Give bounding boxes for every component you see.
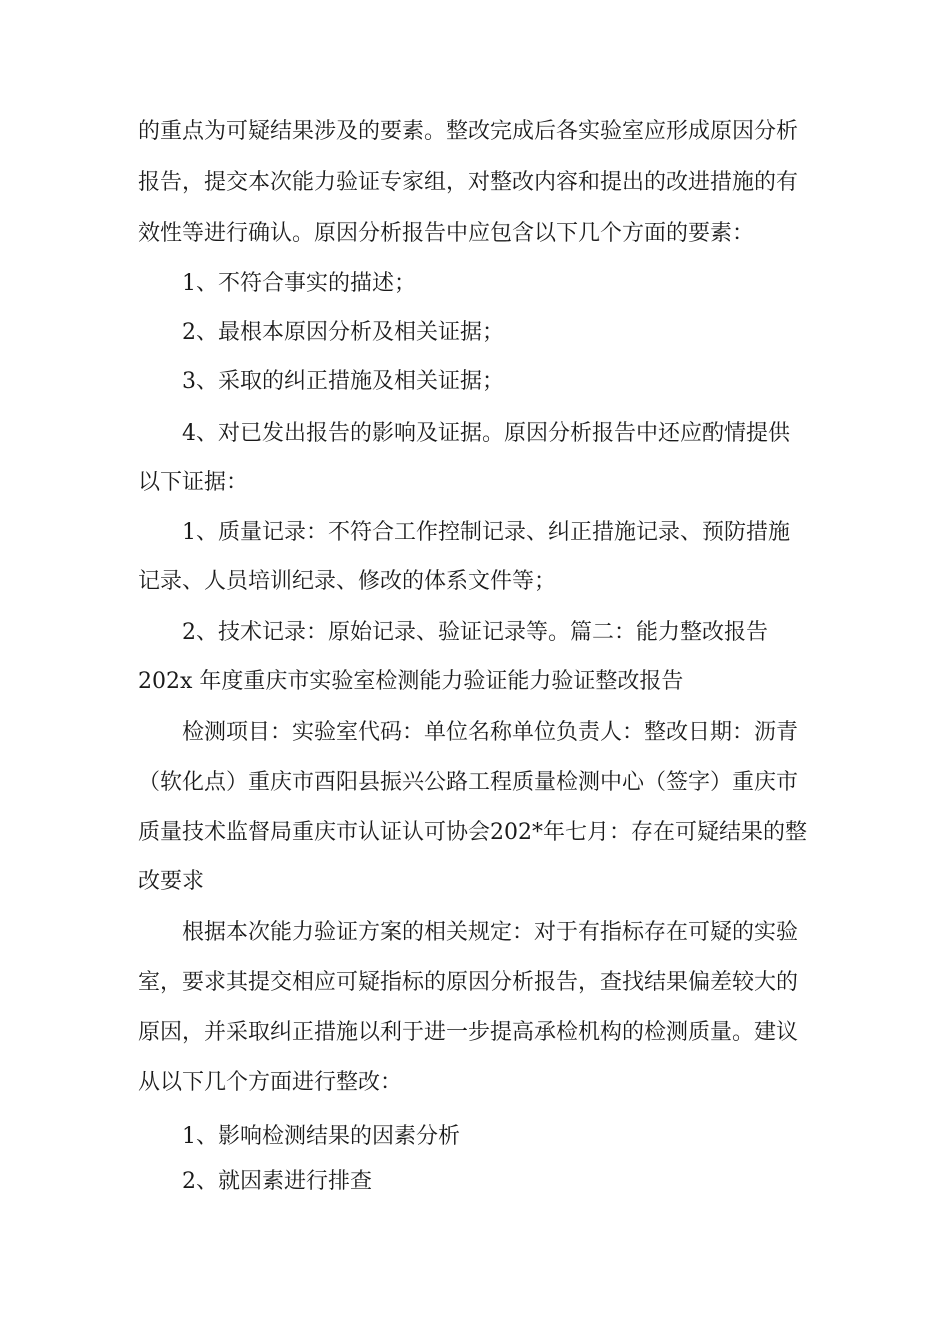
paragraph-line: 效性等进行确认。原因分析报告中应包含以下几个方面的要素： <box>138 221 755 246</box>
paragraph-line: 原因，并采取纠正措施以利于进一步提高承检机构的检测质量。建议 <box>138 1020 799 1045</box>
list-item: 3、采取的纠正措施及相关证据； <box>182 369 504 394</box>
list-item: 4、对已发出报告的影响及证据。原因分析报告中还应酌情提供 <box>182 421 790 446</box>
paragraph-line: 根据本次能力验证方案的相关规定：对于有指标存在可疑的实验 <box>182 920 799 945</box>
list-item: 2、最根本原因分析及相关证据； <box>182 320 504 345</box>
list-item: 2、就因素进行排查 <box>182 1169 372 1194</box>
paragraph-line: 以下证据： <box>138 470 249 495</box>
list-item: 1、影响检测结果的因素分析 <box>182 1124 460 1149</box>
paragraph-line: 质量技术监督局重庆市认证认可协会202*年七月：存在可疑结果的整 <box>138 820 807 845</box>
list-item: 1、质量记录：不符合工作控制记录、纠正措施记录、预防措施 <box>182 520 790 545</box>
section-title: 202x 年度重庆市实验室检测能力验证能力验证整改报告 <box>138 669 684 694</box>
paragraph-line: 室，要求其提交相应可疑指标的原因分析报告，查找结果偏差较大的 <box>138 970 799 995</box>
paragraph-line: （软化点）重庆市酉阳县振兴公路工程质量检测中心（签字）重庆市 <box>138 770 799 795</box>
paragraph-line: 检测项目：实验室代码：单位名称单位负责人：整改日期：沥青 <box>182 720 799 745</box>
paragraph-line: 从以下几个方面进行整改： <box>138 1070 403 1095</box>
paragraph-line: 报告，提交本次能力验证专家组，对整改内容和提出的改进措施的有 <box>138 170 799 195</box>
paragraph-line: 记录、人员培训纪录、修改的体系文件等； <box>138 569 557 594</box>
paragraph-line: 的重点为可疑结果涉及的要素。整改完成后各实验室应形成原因分析 <box>138 119 799 144</box>
list-item: 2、技术记录：原始记录、验证记录等。篇二：能力整改报告 <box>182 620 768 645</box>
list-item: 1、不符合事实的描述； <box>182 271 416 296</box>
paragraph-line: 改要求 <box>138 869 205 894</box>
